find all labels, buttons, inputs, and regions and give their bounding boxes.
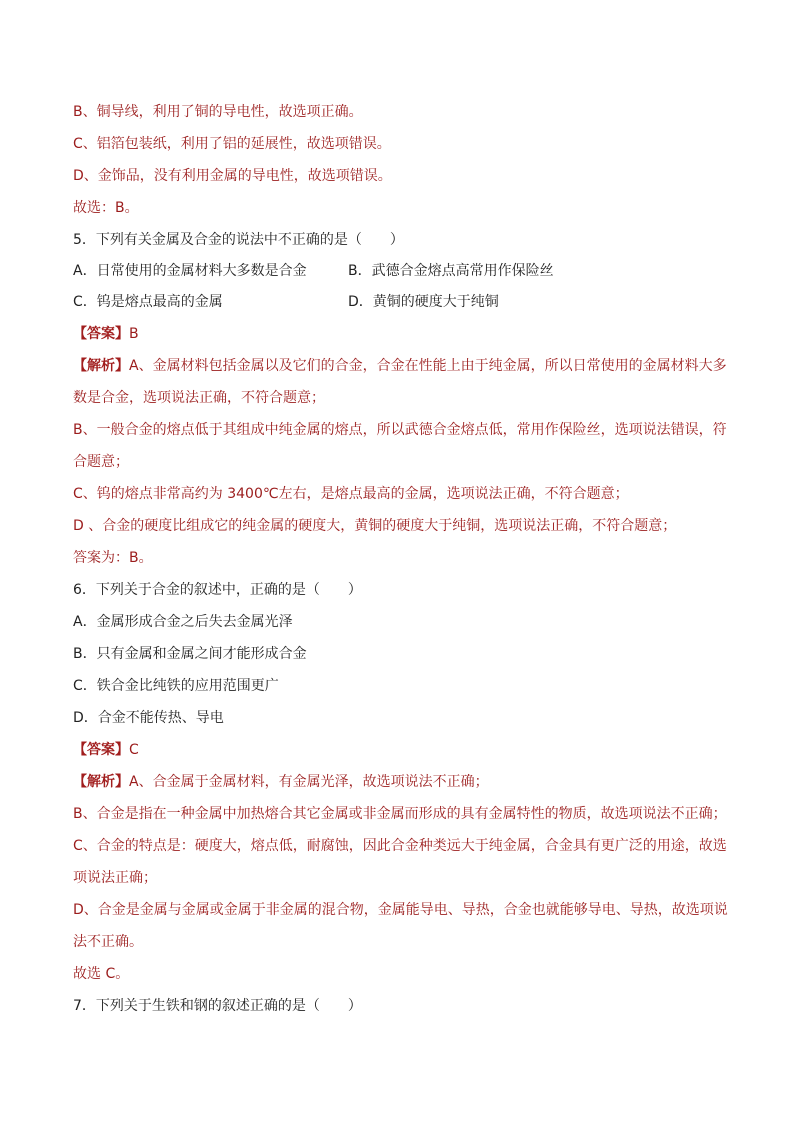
answer-tag: 【答案】 <box>73 326 129 342</box>
q6-option-b: B．只有金属和金属之间才能形成合金 <box>73 646 307 662</box>
q6-analysis-4b: 法不正确。 <box>73 934 143 950</box>
q5-option-b: B．武德合金熔点高常用作保险丝 <box>348 263 554 279</box>
q5-option-a: A．日常使用的金属材料大多数是合金 <box>73 263 307 279</box>
q6-option-a: A．金属形成合金之后失去金属光泽 <box>73 614 293 630</box>
answer-line-b: B、铜导线，利用了铜的导电性，故选项正确。 <box>73 104 363 120</box>
q6-final: 故选 C。 <box>73 966 130 982</box>
q5-analysis-3: C、钨的熔点非常高约为 3400℃左右，是熔点最高的金属，选项说法正确，不符合题意； <box>73 486 629 502</box>
question-7-stem: 7．下列关于生铁和钢的叙述正确的是（ ） <box>73 998 362 1014</box>
q6-analysis-4a: D、合金是金属与金属或金属于非金属的混合物，金属能导电、导热，合金也就能够导电、导热，故选项说 <box>73 902 728 918</box>
answer-tag: 【答案】 <box>73 742 129 758</box>
q6-analysis-3b: 项说法正确； <box>73 870 157 886</box>
answer-line-d: D、金饰品，没有利用金属的导电性，故选项错误。 <box>73 168 392 184</box>
q5-analysis-2a: B、一般合金的熔点低于其组成中纯金属的熔点，所以武德合金熔点低，常用作保险丝，选项说法错误，符 <box>73 422 727 438</box>
q6-analysis-3a: C、合金的特点是：硬度大，熔点低，耐腐蚀，因此合金种类远大于纯金属，合金具有更广泛的用途，故选 <box>73 838 727 854</box>
answer-value: B <box>129 326 139 342</box>
answer-value: C <box>129 742 139 758</box>
q5-analysis-2b: 合题意； <box>73 454 129 470</box>
q5-final: 答案为：B。 <box>73 550 153 566</box>
q5-option-c: C．钨是熔点最高的金属 <box>73 294 223 310</box>
question-5-stem: 5．下列有关金属及合金的说法中不正确的是（ ） <box>73 232 404 248</box>
q5-answer <box>73 324 733 344</box>
q6-answer <box>73 740 733 760</box>
q6-analysis-1 <box>73 772 733 792</box>
q5-analysis-1a <box>73 356 733 376</box>
question-6-stem: 6．下列关于合金的叙述中，正确的是（ ） <box>73 582 362 598</box>
choice-conclusion: 故选：B。 <box>73 200 139 216</box>
q5-option-d: D．黄铜的硬度大于纯铜 <box>348 294 499 310</box>
q6-option-d: D．合金不能传热、导电 <box>73 710 224 726</box>
q5-analysis-4: D 、合金的硬度比组成它的纯金属的硬度大，黄铜的硬度大于纯铜，选项说法正确，不符合题意； <box>73 518 677 534</box>
analysis-tag: 【解析】 <box>73 774 129 790</box>
q5-analysis-1b: 数是合金，选项说法正确，不符合题意； <box>73 390 325 406</box>
analysis-text: A、合金属于金属材料，有金属光泽，故选项说法不正确； <box>129 774 489 790</box>
analysis-tag: 【解析】 <box>73 358 129 374</box>
q6-option-c: C．铁合金比纯铁的应用范围更广 <box>73 678 279 694</box>
answer-line-c: C、铝箔包装纸，利用了铝的延展性，故选项错误。 <box>73 136 391 152</box>
analysis-text: A、金属材料包括金属以及它们的合金，合金在性能上由于纯金属，所以日常使用的金属材料大多 <box>129 358 727 374</box>
q6-analysis-2: B、合金是指在一种金属中加热熔合其它金属或非金属而形成的具有金属特性的物质，故选项说法不正确； <box>73 806 727 822</box>
